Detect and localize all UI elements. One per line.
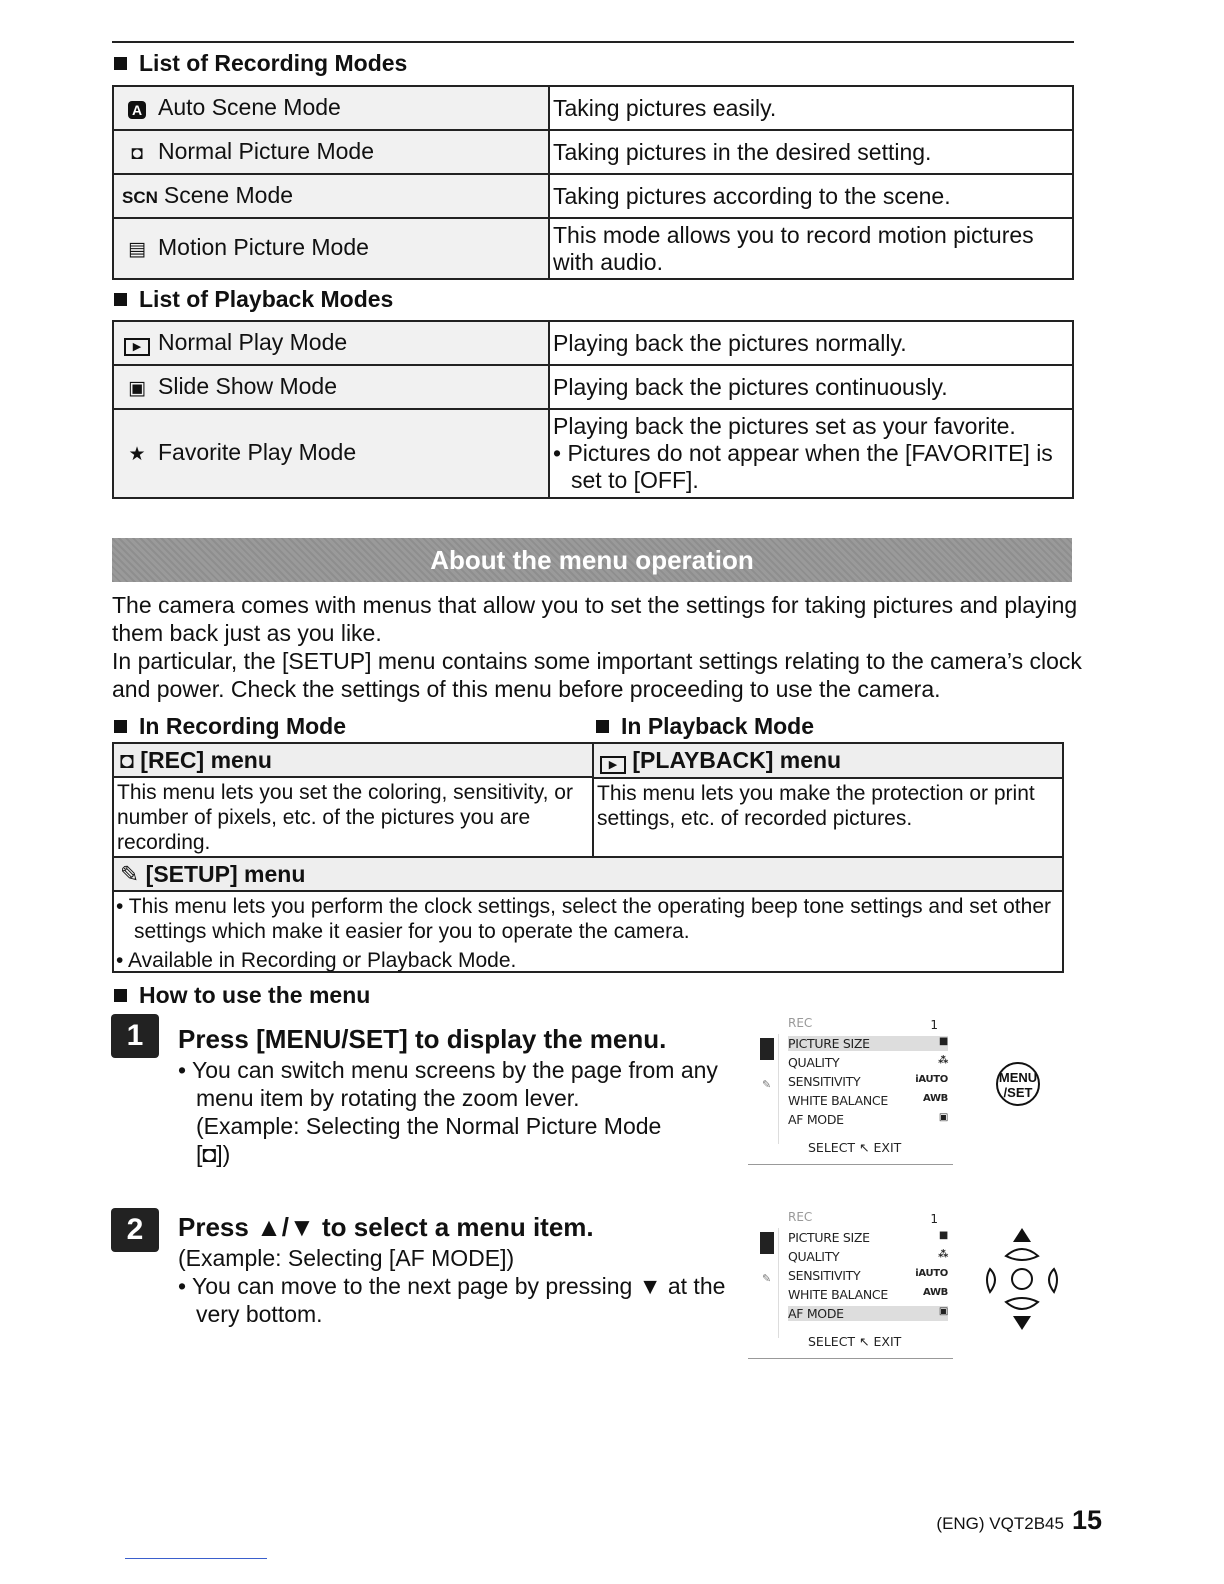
- recording-modes-table: [112, 85, 1074, 280]
- mode-desc: Taking pictures according to the scene.: [549, 174, 1073, 218]
- table-row: [113, 365, 1073, 409]
- wrench-icon: ✎: [120, 861, 146, 887]
- mode-desc: Playing back the pictures continuously.: [549, 365, 1073, 409]
- camera-icon: ◘: [202, 1141, 217, 1167]
- up-down-arrows-icon: ▲/▼: [256, 1212, 315, 1242]
- menu-set-button-icon: MENU /SET: [996, 1062, 1040, 1106]
- step-2-icon: 2: [111, 1208, 159, 1252]
- setup-menu-box: ✎ [SETUP] menu • This menu lets you perform the clock settings, select the operating beep tone settings and set other settings which make it easier for you to operate the camera. • Available in Recording or Playback Mode.: [112, 856, 1064, 973]
- camera-icon: [760, 1232, 774, 1254]
- list-item: SENSITIVITY iAUTO: [788, 1268, 948, 1283]
- wrench-icon: ✎: [762, 1272, 772, 1285]
- playback-menu-box: ▶ [PLAYBACK] menu This menu lets you make the protection or print settings, etc. of recorded pictures.: [592, 742, 1064, 858]
- mode-name: Favorite Play Mode: [158, 439, 357, 465]
- rec-menu-desc: This menu lets you set the coloring, sensitivity, or number of pixels, etc. of the pictures you are recording.: [117, 781, 573, 854]
- page-footer: (ENG) VQT2B45 15: [936, 1505, 1102, 1535]
- wrench-icon: ✎: [762, 1078, 772, 1091]
- mode-desc: This mode allows you to record motion pictures with audio.: [549, 218, 1073, 279]
- film-icon: ▤: [128, 239, 146, 260]
- star-icon: ★: [128, 444, 146, 465]
- rec-menu-box: ◘ [REC] menu This menu lets you set the coloring, sensitivity, or number of pixels, etc. of the pictures you are recording.: [112, 742, 594, 858]
- table-row: [113, 174, 1073, 218]
- play-icon: ▶: [600, 756, 626, 774]
- page-number: 15: [1071, 1505, 1102, 1535]
- mode-name: Normal Picture Mode: [158, 137, 375, 164]
- table-row: [113, 321, 1073, 365]
- recording-mode-heading: In Recording Mode: [114, 713, 346, 740]
- cursor-pad-icon: [982, 1224, 1062, 1334]
- playback-menu-desc: This menu lets you make the protection or print settings, etc. of recorded pictures.: [597, 782, 1035, 830]
- mode-desc: Playing back the pictures normally.: [549, 321, 1073, 365]
- scene-icon: SCN: [122, 187, 158, 207]
- mode-name: Scene Mode: [163, 181, 294, 208]
- list-item: AF MODE ▣: [788, 1306, 948, 1321]
- playback-modes-heading: List of Playback Modes: [114, 286, 393, 313]
- step-2-text: (Example: Selecting [AF MODE]) • You can move to the next page by pressing ▼ at the very bottom.: [178, 1245, 726, 1327]
- list-item: SENSITIVITY iAUTO: [788, 1074, 948, 1089]
- table-row: [113, 86, 1073, 130]
- divider: [125, 1558, 267, 1559]
- section-banner: About the menu operation: [112, 538, 1072, 582]
- step-1-text: • You can switch menu screens by the page from any menu item by rotating the zoom lever. (Example: Selecting the Normal Picture Mode [◘]): [178, 1057, 718, 1167]
- mode-desc: Taking pictures in the desired setting.: [549, 130, 1073, 174]
- menu-screen-1: REC 1 ✎ PICTURE SIZE ■ QUALITY ⁂ SENSITIVITY iAUTO WHITE BALANCE AWB AF MODE ▣ SELECT ↖ EXIT: [748, 1016, 958, 1166]
- list-item: PICTURE SIZE ■: [788, 1036, 948, 1051]
- step-1-title: Press [MENU/SET] to display the menu.: [178, 1024, 667, 1054]
- list-item: QUALITY ⁂: [788, 1249, 948, 1264]
- camera-icon: ◘: [131, 142, 143, 164]
- slideshow-icon: ▣: [128, 377, 146, 399]
- camera-icon: ◘: [120, 747, 141, 773]
- step-1-icon: 1: [111, 1014, 159, 1058]
- mode-name: Slide Show Mode: [158, 372, 337, 399]
- list-item: QUALITY ⁂: [788, 1055, 948, 1070]
- table-row: [113, 130, 1073, 174]
- table-row: [113, 409, 1073, 498]
- list-item: PICTURE SIZE ■: [788, 1230, 948, 1245]
- setup-bullet-1: • This menu lets you perform the clock settings, select the operating beep tone settings and set other settings which make it easier for you to operate the camera.: [116, 895, 1051, 943]
- recording-modes-heading: List of Recording Modes: [114, 50, 407, 77]
- table-row: [113, 218, 1073, 279]
- step-2-title: Press ▲/▼ to select a menu item.: [178, 1212, 594, 1242]
- camera-icon: [760, 1038, 774, 1060]
- list-item: WHITE BALANCE AWB: [788, 1287, 948, 1302]
- mode-name: Motion Picture Mode: [158, 234, 369, 260]
- auto-scene-icon: A: [122, 96, 152, 123]
- top-rule: [112, 41, 1074, 43]
- mode-desc: Taking pictures easily.: [549, 86, 1073, 130]
- mode-name: Auto Scene Mode: [158, 93, 341, 120]
- list-item: AF MODE ▣: [788, 1112, 948, 1127]
- mode-desc: Playing back the pictures set as your favorite. • Pictures do not appear when the [FAVORITE] is set to [OFF].: [549, 409, 1073, 498]
- mode-name: Normal Play Mode: [158, 328, 348, 355]
- intro-paragraph-2: In particular, the [SETUP] menu contains some important settings relating to the camera’s clock and power. Check the settings of this menu before proceeding to use the camera.: [112, 648, 1082, 702]
- favorite-note: • Pictures do not appear when the [FAVORITE] is set to [OFF].: [553, 440, 1053, 493]
- how-to-heading: How to use the menu: [114, 982, 370, 1009]
- list-item: WHITE BALANCE AWB: [788, 1093, 948, 1108]
- setup-bullet-2: • Available in Recording or Playback Mode.: [116, 949, 517, 972]
- playback-modes-table: [112, 320, 1074, 499]
- intro-paragraph-1: The camera comes with menus that allow you to set the settings for taking pictures and playing them back just as you like.: [112, 592, 1078, 646]
- playback-mode-heading: In Playback Mode: [596, 713, 814, 740]
- menu-screen-2: REC 1 ✎ PICTURE SIZE ■ QUALITY ⁂ SENSITIVITY iAUTO WHITE BALANCE AWB AF MODE ▣ SELECT ↖ EXIT: [748, 1210, 958, 1360]
- play-icon: ▶: [122, 331, 152, 358]
